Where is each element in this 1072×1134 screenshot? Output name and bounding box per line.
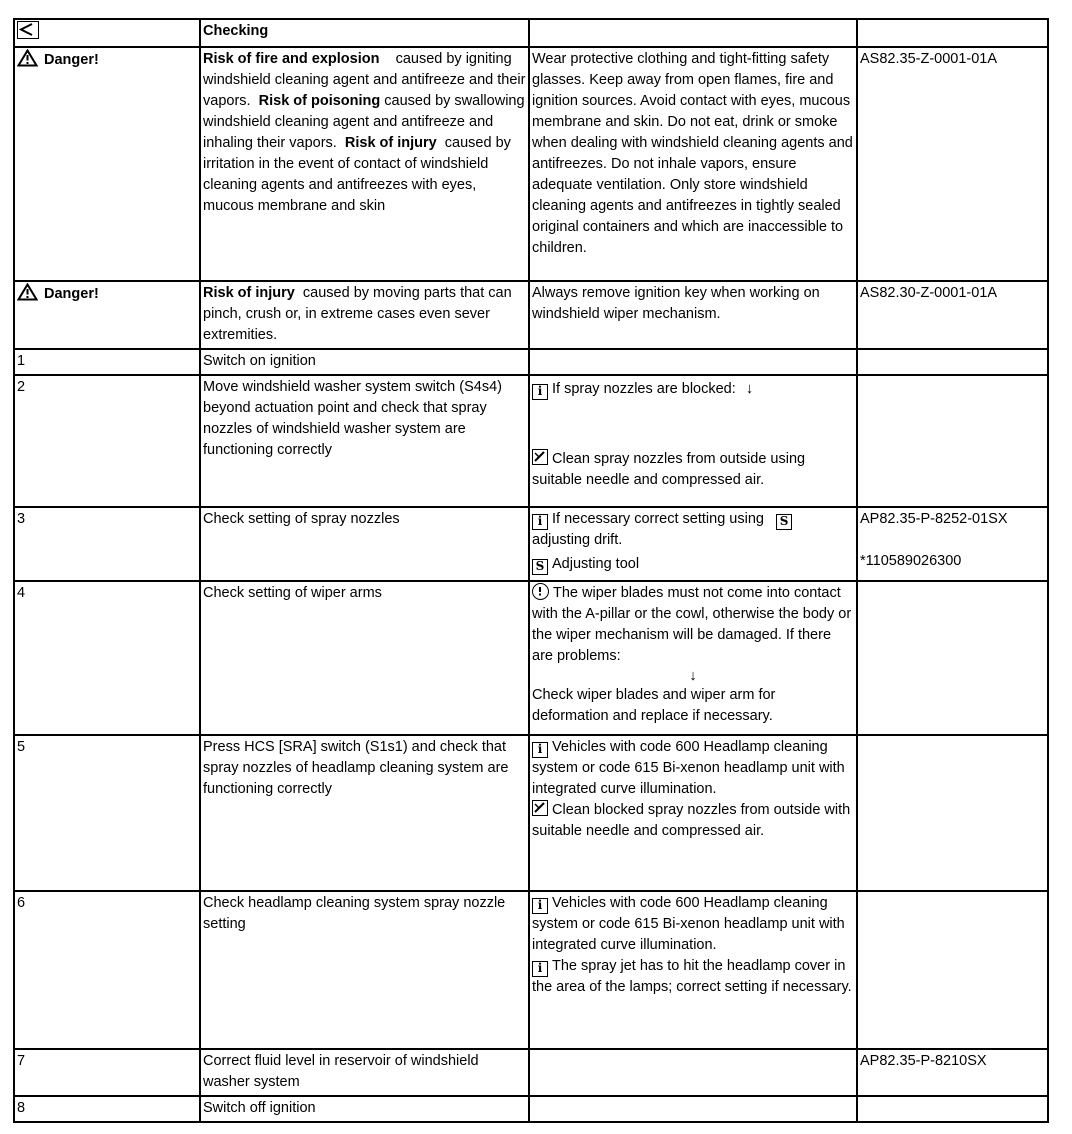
danger-2-ref: AS82.30-Z-0001-01A [857,281,1048,349]
info-icon: i [532,742,548,758]
step-action: Check setting of spray nozzles [200,507,529,581]
step-number: 5 [14,735,200,891]
repair-icon [532,449,548,465]
step-row-3 [14,507,1048,581]
speaker-flag-icon [17,21,39,39]
step-action: Check setting of wiper arms [200,581,529,735]
step-notes: i If spray nozzles are blocked: ↓ Clean spray nozzles from outside using suitable needle and compressed air. [529,375,857,507]
step-row-6 [14,891,1048,1049]
info-icon: i [532,898,548,914]
down-arrow-icon: ↓ [745,380,754,397]
header-icon-cell [14,19,200,47]
header-row [14,19,1048,47]
step-row-8 [14,1096,1048,1122]
step-number: 7 [14,1049,200,1096]
step-notes: The wiper blades must not come into contact with the A-pillar or the cowl, otherwise the body or the wiper mechanism will be damaged. If there are problems: ↓ Check wiper blades and wiper arm for deformation and replace if necessary. [529,581,857,735]
procedure-table [13,18,1049,1123]
special-tool-icon: S [532,559,548,575]
warning-triangle-icon [17,283,38,308]
step-row-4 [14,581,1048,735]
step-notes: i If necessary correct setting using S adjusting drift. S Adjusting tool [529,507,857,581]
step-number: 4 [14,581,200,735]
step-action: Move windshield washer system switch (S4s4) beyond actuation point and check that spray nozzles of windshield washer system are functioning correctly [200,375,529,507]
danger-1-measure: Wear protective clothing and tight-fitting safety glasses. Keep away from open flames, fire and ignition sources. Avoid contact with eyes, mucous membrane and skin. Do not eat, drink or smoke when dealing with windshield cleaning agents and antifreezes. Do not inhale vapors, ensure adequate ventilation. Only store windshield cleaning agents and antifreezes in tightly sealed original containers and which are inaccessible to children. [529,47,857,281]
step-ref: AP82.35-P-8252-01SX *110589026300 [857,507,1048,581]
danger-label: Danger! [44,52,99,68]
header-title-cell [200,19,529,47]
step-notes: i Vehicles with code 600 Headlamp cleaning system or code 615 Bi-xenon headlamp unit with integrated curve illumination. i The spray jet has to hit the headlamp cover in the area of the lamps; correct setting if necessary. [529,891,857,1049]
info-icon: i [532,384,548,400]
page-title: Checking [203,23,269,39]
info-icon: i [532,514,548,530]
step-action: Switch off ignition [200,1096,529,1122]
step-row-5 [14,735,1048,891]
step-number: 6 [14,891,200,1049]
down-arrow-icon: ↓ [689,668,697,684]
step-action: Press HCS [SRA] switch (S1s1) and check that spray nozzles of headlamp cleaning system are functioning correctly [200,735,529,891]
step-action: Check headlamp cleaning system spray nozzle setting [200,891,529,1049]
danger-1-ref: AS82.35-Z-0001-01A [857,47,1048,281]
step-row-1 [14,349,1048,375]
step-action: Correct fluid level in reservoir of windshield washer system [200,1049,529,1096]
danger-2-risk: Risk of injury caused by moving parts that can pinch, crush or, in extreme cases even sever extremities. [200,281,529,349]
step-row-2 [14,375,1048,507]
danger-1-risk: Risk of fire and explosion caused by igniting windshield cleaning agent and antifreeze and their vapors. Risk of poisoning caused by swallowing windshield cleaning agent and antifreeze and inhaling their vapors. Risk of injury caused by irritation in the event of contact of windshield cleaning agents and antifreezes with eyes, mucous membrane and skin [200,47,529,281]
step-number: 3 [14,507,200,581]
special-tool-icon: S [776,514,792,530]
danger-2-measure: Always remove ignition key when working on windshield wiper mechanism. [529,281,857,349]
step-number: 2 [14,375,200,507]
step-number: 1 [14,349,200,375]
caution-icon [532,583,549,600]
step-action: Switch on ignition [200,349,529,375]
repair-icon [532,800,548,816]
step-ref: AP82.35-P-8210SX [857,1049,1048,1096]
step-row-7 [14,1049,1048,1096]
step-number: 8 [14,1096,200,1122]
warning-triangle-icon [17,49,38,74]
danger-row-1 [14,47,1048,281]
info-icon: i [532,961,548,977]
step-notes: i Vehicles with code 600 Headlamp cleaning system or code 615 Bi-xenon headlamp unit with integrated curve illumination. Clean blocked spray nozzles from outside with suitable needle and compressed air. [529,735,857,891]
danger-row-2 [14,281,1048,349]
danger-label: Danger! [44,286,99,302]
